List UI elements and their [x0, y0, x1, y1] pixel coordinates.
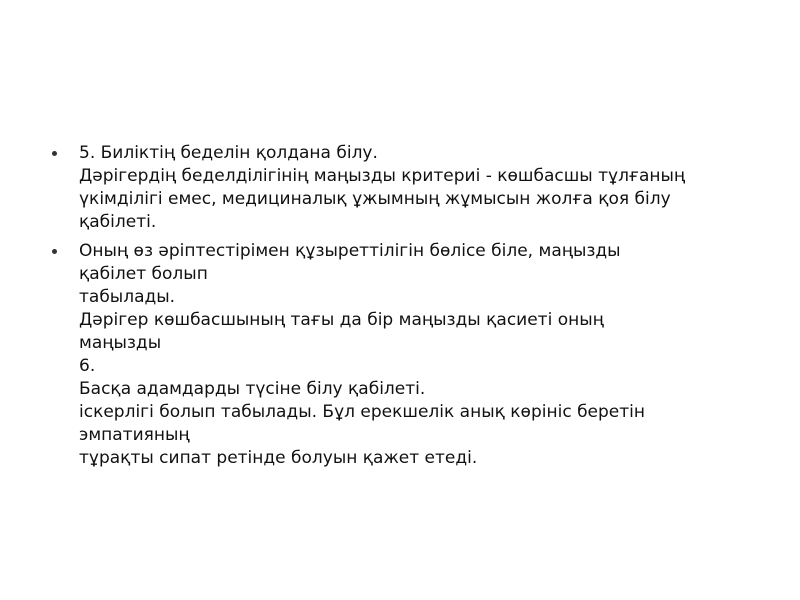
bullet-line: Дәрігер көшбасшының тағы да бір маңызды қасиеті оның — [79, 310, 604, 330]
bullet-dot-icon — [52, 249, 57, 254]
bullet-line: эмпатияның — [79, 425, 190, 445]
bullet-item — [52, 142, 782, 234]
bullet-line: Басқа адамдарды түсіне білу қабілеті. — [79, 379, 426, 399]
bullet-line: үкімділігі емес, медициналық ұжымның жұмысын жолға қоя білу — [79, 189, 671, 209]
bullet-line: тұрақты сипат ретінде болуын қажет етеді. — [79, 448, 478, 468]
bullet-line: Оның өз әріптестірімен құзыреттілігін бөлісе біле, маңызды — [79, 241, 621, 261]
bullet-item — [52, 240, 782, 470]
bullet-dot-icon — [52, 151, 57, 156]
bullet-line: табылады. — [79, 287, 176, 307]
bullet-line: 5. Биліктің беделін қолдана білу. — [79, 143, 378, 163]
bullet-line: қабілеті. — [79, 212, 157, 232]
bullet-line: қабілет болып — [79, 264, 208, 284]
bullet-line: Дәрігердің беделділігінің маңызды критериі - көшбасшы тұлғаның — [79, 166, 686, 186]
bullet-line: іскерлігі болып табылады. Бұл ерекшелік анық көрініс беретін — [79, 402, 645, 422]
bullet-line: 6. — [79, 356, 96, 376]
bullet-list — [52, 142, 782, 476]
bullet-line: маңызды — [79, 333, 162, 353]
